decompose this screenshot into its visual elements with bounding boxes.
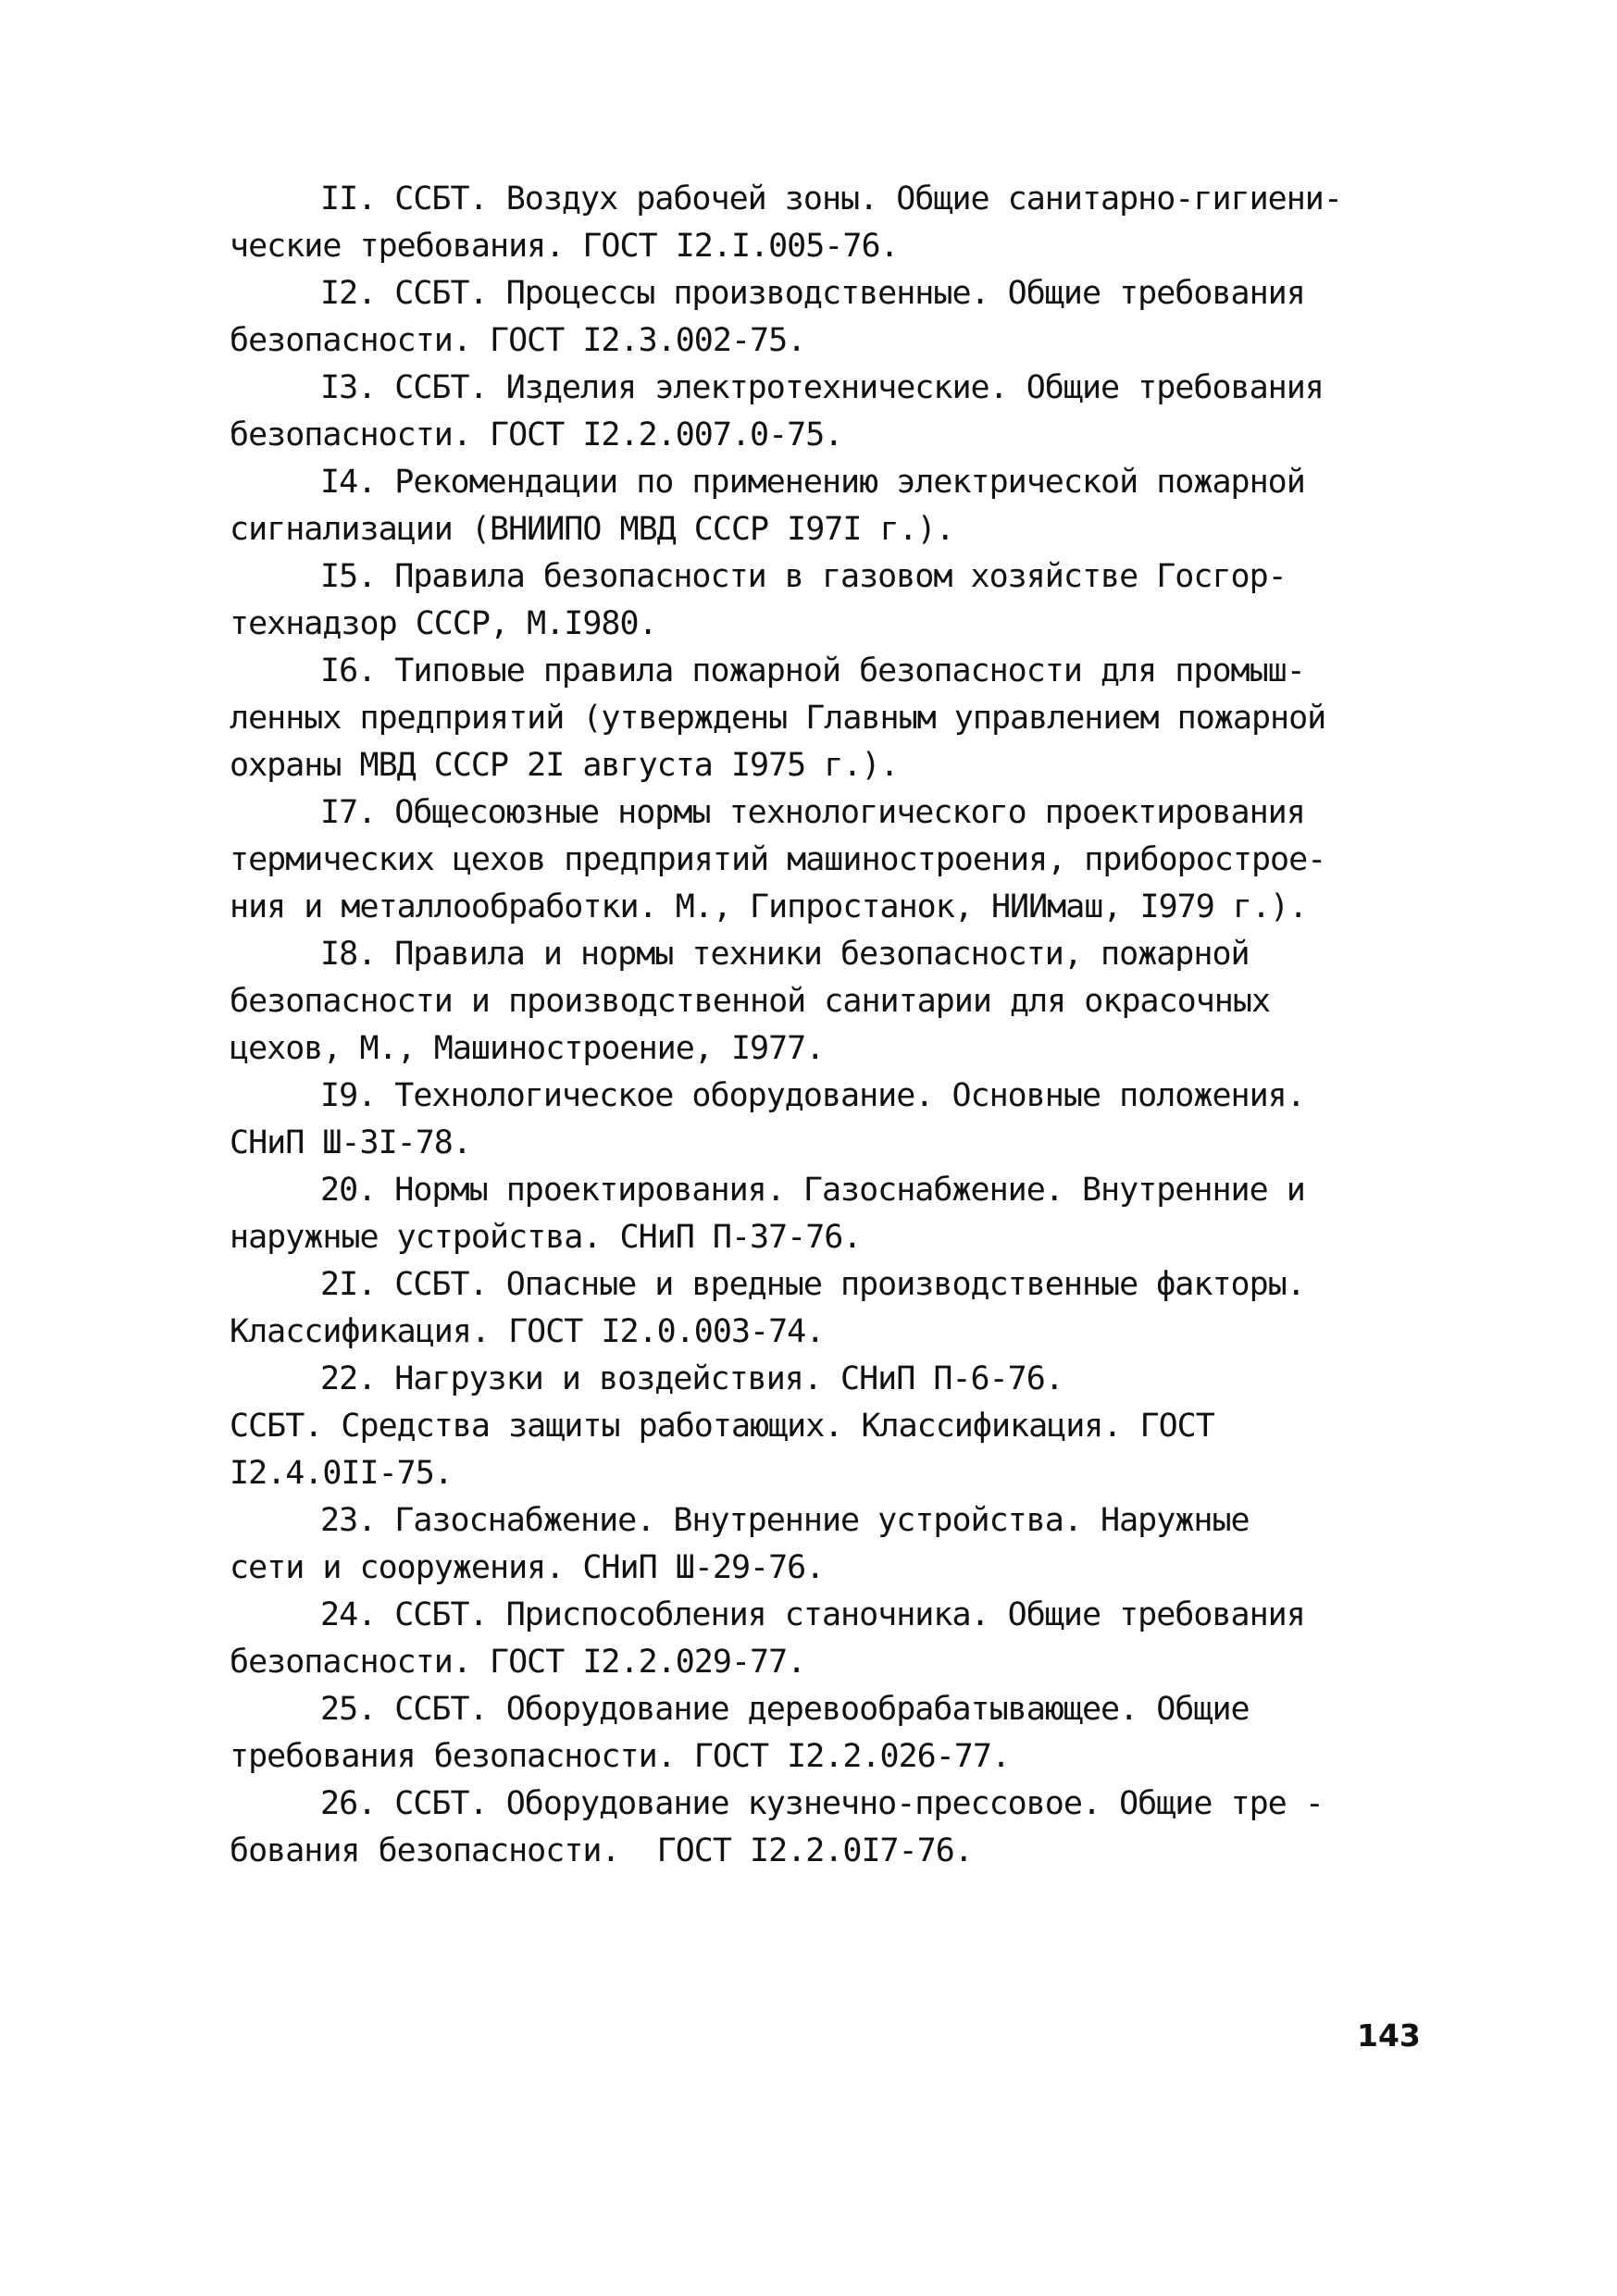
reference-first-line: II. ССБТ. Воздух рабочей зоны. Общие санитарно-гигиени- xyxy=(320,180,1342,217)
reference-entry xyxy=(230,1167,1370,1261)
reference-first-line: I7. Общесоюзные нормы технологического проектирования xyxy=(320,794,1305,831)
reference-first-line: I6. Типовые правила пожарной безопасности для промыш- xyxy=(320,652,1305,689)
reference-first-line: I5. Правила безопасности в газовом хозяйстве Госгор- xyxy=(320,558,1287,595)
reference-first-line: I2. ССБТ. Процессы производственные. Общие требования xyxy=(320,275,1305,312)
reference-first-line: 24. ССБТ. Приспособления станочника. Общие требования xyxy=(320,1596,1305,1633)
reference-continuation-line: бования безопасности. ГОСТ I2.2.0I7-76. xyxy=(230,1832,973,1869)
reference-continuation-line: безопасности. ГОСТ I2.3.002-75. xyxy=(230,322,806,359)
reference-first-line: I4. Рекомендации по применению электрической пожарной xyxy=(320,464,1305,501)
reference-continuation-line: ССБТ. Средства защиты работающих. Классификация. ГОСТ xyxy=(230,1408,1214,1445)
reference-continuation-line: термических цехов предприятий машиностроения, приборострое- xyxy=(230,841,1326,878)
page-number: 143 xyxy=(1357,2017,1421,2054)
reference-continuation-line: ческие требования. ГОСТ I2.I.005-76. xyxy=(230,228,899,265)
reference-first-line: 25. ССБТ. Оборудование деревообрабатывающее. Общие xyxy=(320,1691,1250,1728)
reference-continuation-line: наружные устройства. СНиП П-37-76. xyxy=(230,1219,862,1256)
reference-first-line: 22. Нагрузки и воздействия. СНиП П-6-76. xyxy=(320,1360,1063,1397)
reference-entry xyxy=(230,648,1370,789)
reference-continuation-line: безопасности. ГОСТ I2.2.029-77. xyxy=(230,1644,806,1681)
reference-entry xyxy=(230,1497,1370,1592)
reference-continuation-line: ния и металлообработки. М., Гипростанок, НИИмаш, I979 г.). xyxy=(230,888,1308,925)
reference-continuation-line: ленных предприятий (утверждены Главным управлением пожарной xyxy=(230,700,1326,737)
reference-entry xyxy=(230,270,1370,365)
reference-continuation-line: I2.4.0II-75. xyxy=(230,1455,453,1492)
reference-entry xyxy=(230,1592,1370,1686)
reference-first-line: 26. ССБТ. Оборудование кузнечно-прессовое. Общие тре - xyxy=(320,1785,1324,1822)
reference-continuation-line: безопасности. ГОСТ I2.2.007.0-75. xyxy=(230,416,843,453)
reference-entry xyxy=(230,1073,1370,1167)
reference-first-line: 20. Нормы проектирования. Газоснабжение. Внутренние и xyxy=(320,1172,1305,1209)
reference-entry xyxy=(230,931,1370,1073)
reference-first-line: I9. Технологическое оборудование. Основные положения. xyxy=(320,1077,1305,1114)
reference-entry xyxy=(230,176,1370,270)
reference-entry xyxy=(230,1781,1370,1875)
reference-list xyxy=(230,176,1370,1875)
reference-continuation-line: СНиП Ш-3I-78. xyxy=(230,1124,471,1161)
reference-continuation-line: безопасности и производственной санитарии для окрасочных xyxy=(230,983,1271,1020)
reference-first-line: I3. ССБТ. Изделия электротехнические. Общие требования xyxy=(320,369,1324,406)
reference-continuation-line: сигнализации (ВНИИПО МВД СССР I97I г.). xyxy=(230,511,954,548)
reference-continuation-line: технадзор СССР, М.I980. xyxy=(230,605,657,642)
reference-continuation-line: Классификация. ГОСТ I2.0.003-74. xyxy=(230,1313,825,1350)
reference-entry xyxy=(230,789,1370,931)
reference-entry xyxy=(230,365,1370,459)
reference-continuation-line: требования безопасности. ГОСТ I2.2.026-77. xyxy=(230,1738,1011,1775)
reference-continuation-line: цехов, М., Машиностроение, I977. xyxy=(230,1030,825,1067)
reference-entry xyxy=(230,1261,1370,1356)
reference-entry xyxy=(230,1686,1370,1781)
reference-continuation-line: охраны МВД СССР 2I августа I975 г.). xyxy=(230,747,899,784)
reference-continuation-line: сети и сооружения. СНиП Ш-29-76. xyxy=(230,1549,825,1586)
reference-entry xyxy=(230,1356,1370,1497)
reference-first-line: 23. Газоснабжение. Внутренние устройства. Наружные xyxy=(320,1502,1250,1539)
reference-first-line: I8. Правила и нормы техники безопасности, пожарной xyxy=(320,936,1250,973)
reference-entry xyxy=(230,553,1370,648)
reference-entry xyxy=(230,459,1370,553)
reference-first-line: 2I. ССБТ. Опасные и вредные производственные факторы. xyxy=(320,1266,1305,1303)
